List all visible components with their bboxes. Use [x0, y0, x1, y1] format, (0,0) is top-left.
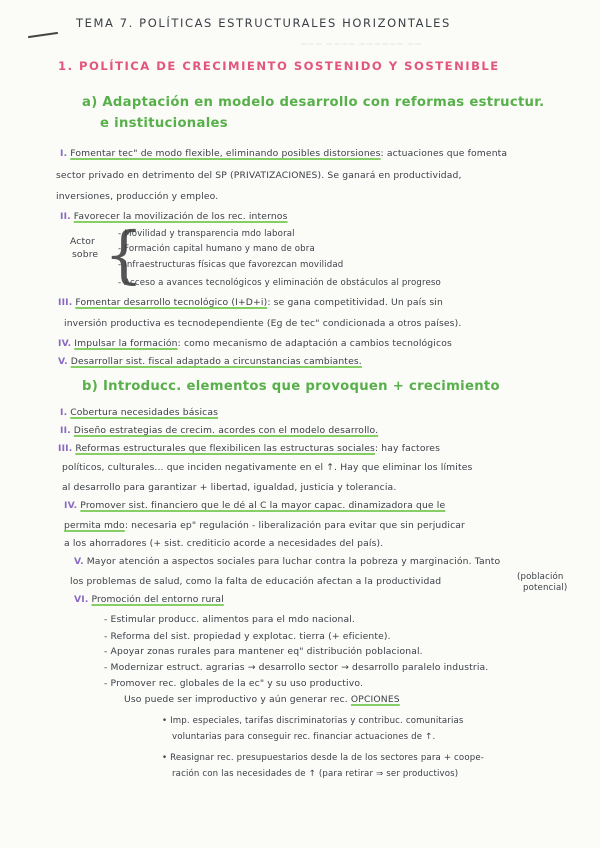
- item-text: Uso puede ser improductivo y aún generar rec.: [124, 694, 348, 705]
- item-b-iii-line3: al desarrollo para garantizar + libertad, igualdad, justicia y tolerancia.: [62, 482, 397, 493]
- options-line: [124, 694, 400, 706]
- item-b-ii: [60, 425, 378, 437]
- bullet-line: - Movilidad y transparencia mdo laboral: [118, 229, 295, 239]
- item-number: V.: [58, 356, 68, 367]
- actor-label-1: Actor: [70, 236, 95, 247]
- bullet-line: - Formación capital humano y mano de obra: [118, 244, 315, 254]
- item-b-iv-line3: a los ahorradores (+ sist. crediticio acorde a necesidades del país).: [64, 538, 384, 549]
- item-b-iii-line2: políticos, culturales... que inciden negativamente en el ↑. Hay que eliminar los límites: [62, 462, 473, 473]
- bullet-line: - Acceso a avances tecnológicos y eliminación de obstáculos al progreso: [118, 278, 441, 288]
- subsection-b-heading: b) Introducc. elementos que provoquen + crecimiento: [82, 379, 500, 394]
- option-2-line2: ración con las necesidades de ↑ (para retirar ⇒ ser productivos): [172, 769, 459, 779]
- item-b-iv-line2: [64, 520, 465, 532]
- curly-brace: {: [104, 218, 144, 291]
- item-b-v-line2: los problemas de salud, como la falta de educación afectan a la productividad: [70, 576, 442, 587]
- item-number: I.: [60, 148, 68, 159]
- item-heading: Promover sist. financiero que le dé al C la mayor capac. dinamizadora que le: [80, 500, 446, 511]
- item-a-iv: [58, 338, 452, 350]
- item-a-iii: [58, 297, 443, 309]
- margin-dash: [28, 32, 58, 38]
- item-b-v: [74, 556, 500, 568]
- item-a-i-line3: inversiones, producción y empleo.: [56, 191, 219, 202]
- item-number: III.: [58, 297, 73, 308]
- item-number: II.: [60, 211, 71, 222]
- item-heading: Favorecer la movilización de los rec. internos: [73, 211, 288, 222]
- options-label: OPCIONES: [350, 694, 400, 705]
- item-heading: Promoción del entorno rural: [91, 594, 224, 605]
- item-number: III.: [58, 443, 73, 454]
- margin-note: (población: [517, 572, 564, 582]
- item-number: IV.: [64, 500, 78, 511]
- item-b-iii: [58, 443, 440, 455]
- item-b-vi: [74, 594, 224, 606]
- item-heading: Cobertura necesidades básicas: [70, 407, 219, 418]
- item-text: : se gana competitividad. Un país sin: [267, 297, 443, 308]
- item-heading: Desarrollar sist. fiscal adaptado a circunstancias cambiantes.: [70, 356, 362, 367]
- bullet-line: - Promover rec. globales de la ec" y su uso productivo.: [104, 678, 364, 689]
- margin-note: potencial): [523, 583, 568, 593]
- item-text: : necesaria ep" regulación - liberalización para evitar que sin perjudicar: [124, 520, 465, 531]
- item-a-ii: [60, 211, 288, 223]
- option-1-line1: • Imp. especiales, tarifas discriminatorias y contribuc. comunitarias: [162, 716, 464, 726]
- item-heading: permita mdo: [64, 520, 125, 531]
- item-number: I.: [60, 407, 68, 418]
- bullet-line: - Modernizar estruct. agrarias → desarrollo sector → desarrollo paralelo industria.: [104, 662, 489, 673]
- item-a-v: [58, 356, 362, 368]
- item-b-iv: [64, 500, 445, 512]
- item-number: IV.: [58, 338, 72, 349]
- item-a-i-line2: sector privado en detrimento del SP (PRIVATIZACIONES). Se ganará en productividad,: [56, 170, 462, 181]
- option-1-line2: voluntarias para conseguir rec. financiar actuaciones de ↑.: [172, 732, 436, 742]
- bleed-through-text: ~~~ ~~~~ ~~~~~~ ~~: [300, 40, 422, 50]
- subsection-a-heading-cont: e institucionales: [100, 116, 228, 131]
- item-heading: Reformas estructurales que flexibilicen las estructuras sociales: [75, 443, 375, 454]
- item-number: VI.: [74, 594, 89, 605]
- bullet-line: - Estimular producc. alimentos para el mdo nacional.: [104, 614, 355, 625]
- item-text: : actuaciones que fomenta: [380, 148, 508, 159]
- item-number: II.: [60, 425, 71, 436]
- item-a-iii-line2: inversión productiva es tecnodependiente (Eg de tec" condicionada a otros países).: [64, 318, 462, 329]
- item-text: : como mecanismo de adaptación a cambios tecnológicos: [177, 338, 452, 349]
- item-a-i: [60, 148, 507, 160]
- subsection-a-heading: a) Adaptación en modelo desarrollo con reformas estructur.: [82, 95, 545, 110]
- item-text: : hay factores: [374, 443, 441, 454]
- actor-label-2: sobre: [72, 249, 99, 260]
- option-2-line1: • Reasignar rec. presupuestarios desde la de los sectores para + coope-: [162, 753, 485, 763]
- item-heading: Fomentar desarrollo tecnológico (I+D+i): [75, 297, 268, 308]
- item-heading: Fomentar tec" de modo flexible, eliminando posibles distorsiones: [70, 148, 381, 159]
- item-heading: Diseño estrategias de crecim. acordes con el modelo desarrollo.: [73, 425, 379, 436]
- section-heading: 1. POLÍTICA DE CRECIMIENTO SOSTENIDO Y SOSTENIBLE: [58, 59, 500, 73]
- item-text: Mayor atención a aspectos sociales para luchar contra la pobreza y marginación. Tanto: [86, 556, 501, 567]
- bullet-line: - Reforma del sist. propiedad y explotac. tierra (+ eficiente).: [104, 631, 391, 642]
- page-title: TEMA 7. POLÍTICAS ESTRUCTURALES HORIZONTALES: [76, 16, 451, 30]
- item-b-i: [60, 407, 218, 419]
- bullet-line: - Apoyar zonas rurales para mantener eq" distribución poblacional.: [104, 646, 423, 657]
- bullet-line: - Infraestructuras físicas que favorezcan movilidad: [118, 260, 344, 270]
- item-heading: Impulsar la formación: [74, 338, 178, 349]
- item-number: V.: [74, 556, 84, 567]
